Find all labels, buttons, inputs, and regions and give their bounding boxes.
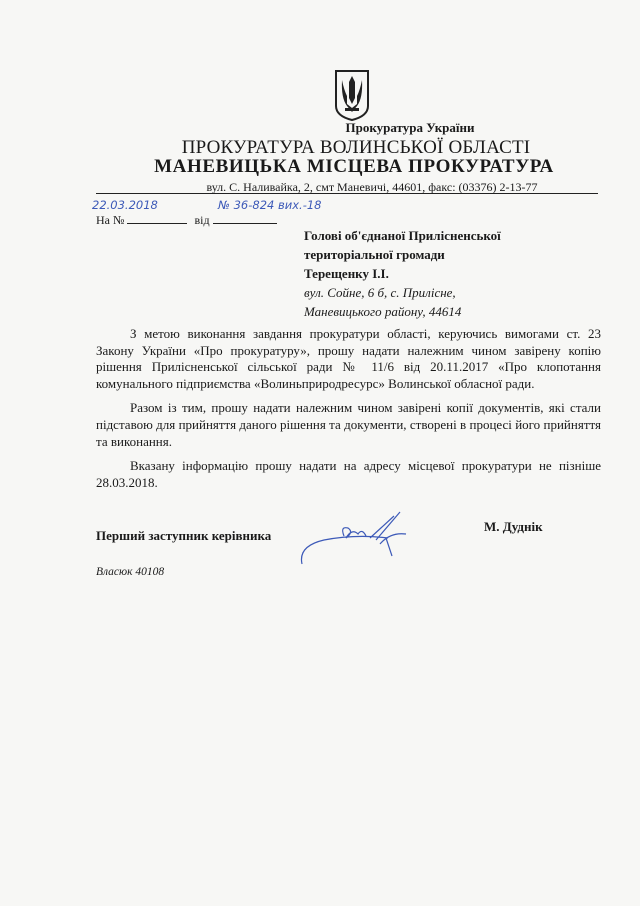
letterhead-divider <box>96 193 598 194</box>
org-name: Прокуратура України <box>345 120 475 135</box>
letter-body <box>96 326 601 491</box>
recipient-address-1: вул. Сойне, 6 б, с. Прилісне, <box>304 285 456 300</box>
from-label: від <box>194 213 210 227</box>
recipient-block <box>304 226 604 321</box>
handwritten-number: № 36-824 вих.-18 <box>218 198 322 212</box>
ref-blank <box>127 213 187 224</box>
regional-office-name: ПРОКУРАТУРА ВОЛИНСЬКОЇ ОБЛАСТІ <box>181 137 531 158</box>
reference-line <box>96 213 277 228</box>
recipient-address-2: Маневицького району, 44614 <box>304 304 462 319</box>
trident-emblem-icon <box>333 68 371 122</box>
body-paragraph-3: Вказану інформацію прошу надати на адресу місцевої прокуратури не пізніше 28.03.2018. <box>96 458 601 490</box>
handwritten-date: 22.03.2018 <box>92 198 158 212</box>
handwritten-signature <box>296 498 436 578</box>
body-paragraph-1: З метою виконання завдання прокуратури області, керуючись вимогами ст. 23 Закону України «Про прокуратуру», прошу надати належним чином завірену копію рішення Прилісненської сільської ради № 11/6 від 20.11.2017 «Про клопотання комунального підприємства «Волиньприродресурс» Волинської обласної ради. <box>96 326 601 391</box>
recipient-line-1: Голові об'єднаної Прилісненської <box>304 228 501 243</box>
local-office-name: МАНЕВИЦЬКА МІСЦЕВА ПРОКУРАТУРА <box>154 156 554 177</box>
from-blank <box>213 213 277 224</box>
signatory-title: Перший заступник керівника <box>96 528 272 543</box>
executor-note: Власюк 40108 <box>96 566 165 578</box>
office-address: вул. С. Наливайка, 2, смт Маневичі, 44601, факс: (03376) 2-13-77 <box>206 180 538 194</box>
ref-label: На № <box>96 213 125 227</box>
recipient-line-2: територіальної громади <box>304 247 445 262</box>
recipient-name: Терещенку І.І. <box>304 266 389 281</box>
body-paragraph-2: Разом із тим, прошу надати належним чином завірені копії документів, які стали підставою для прийняття даного рішення та документи, створені в процесі його прийняття та виконання. <box>96 400 601 449</box>
signatory-name: М. Дуднік <box>484 519 543 534</box>
